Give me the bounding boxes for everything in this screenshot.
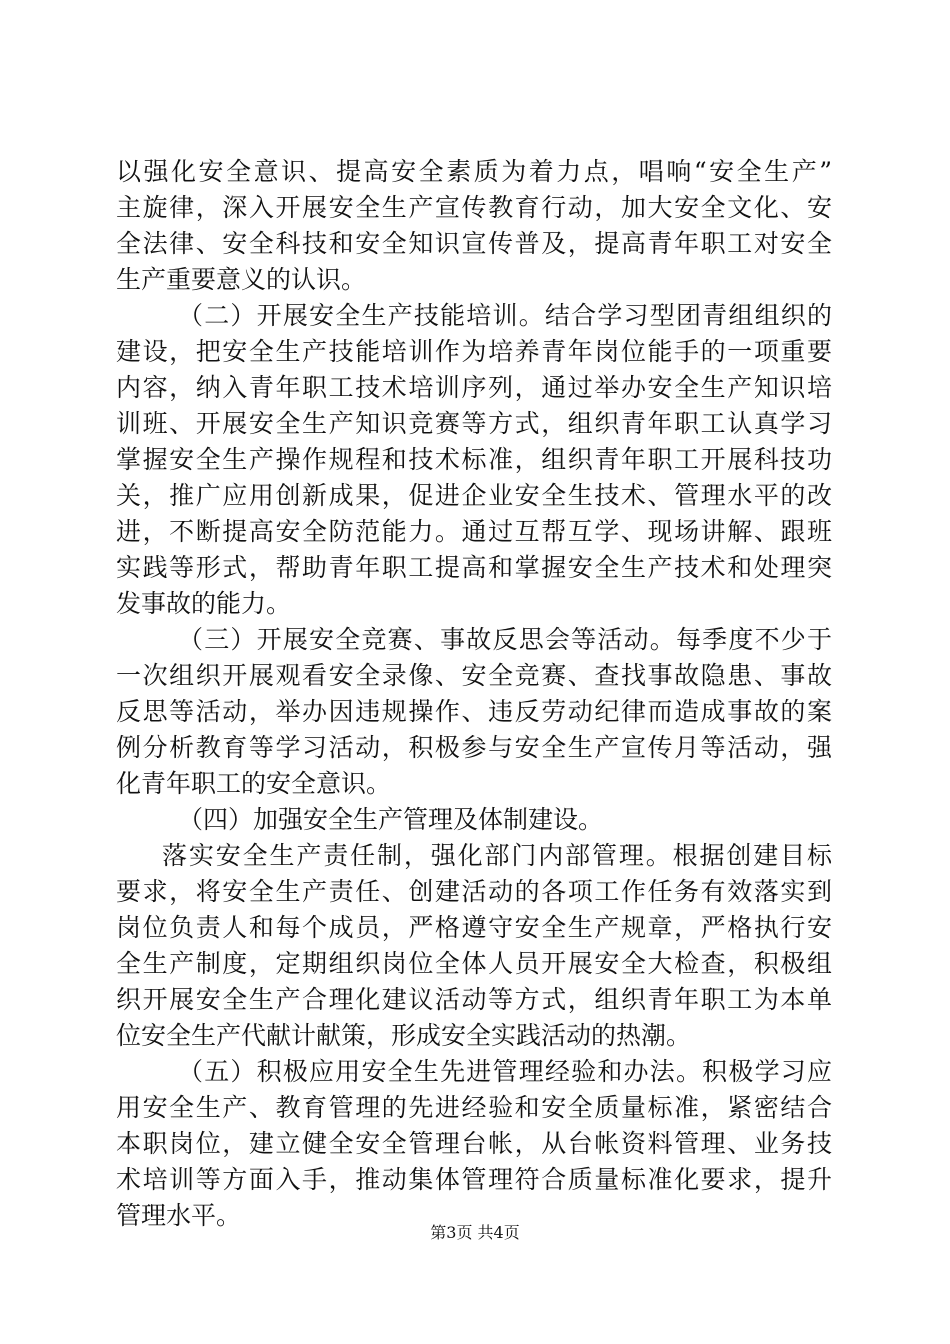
text-line: 掌握安全生产操作规程和技术标准，组织青年职工开展科技功: [116, 445, 832, 474]
text-line: 化青年职工的安全意识。: [116, 769, 392, 798]
text-line: 以强化安全意识、提高安全素质为着力点，唱响“安全生产”: [116, 157, 832, 186]
text-line: 用安全生产、教育管理的先进经验和安全质量标准，紧密结合: [116, 1093, 832, 1122]
text-line: 发事故的能力。: [116, 589, 292, 618]
text-line: 织开展安全生产合理化建议活动等方式，组织青年职工为本单: [116, 985, 832, 1014]
text-line: 术培训等方面入手，推动集体管理符合质量标准化要求，提升: [116, 1165, 832, 1194]
text-line: 反思等活动，举办因违规操作、违反劳动纪律而造成事故的案: [116, 697, 832, 726]
text-line: 位安全生产代献计献策，形成安全实践活动的热潮。: [116, 1021, 692, 1050]
text-line: 生产重要意义的认识。: [116, 265, 367, 294]
section-heading-line: （二）开展安全生产技能培训。结合学习型团青组组织的: [178, 301, 832, 330]
text-line: 落实安全生产责任制，强化部门内部管理。根据创建目标: [162, 841, 832, 870]
text-line: 训班、开展安全生产知识竞赛等方式，组织青年职工认真学习: [116, 409, 832, 438]
section-heading-line: （三）开展安全竞赛、事故反思会等活动。每季度不少于: [178, 625, 832, 654]
text-line: 进，不断提高安全防范能力。通过互帮互学、现场讲解、跟班: [116, 517, 832, 546]
text-line: 岗位负责人和每个成员，严格遵守安全生产规章，严格执行安: [116, 913, 832, 942]
text-line: 全法律、安全科技和安全知识宣传普及，提高青年职工对安全: [116, 229, 832, 258]
text-line: 管理水平。: [116, 1201, 242, 1230]
text-line: 要求，将安全生产责任、创建活动的各项工作任务有效落实到: [116, 877, 832, 906]
page-footer: 第3页 共4页: [430, 1223, 520, 1242]
text-line: 本职岗位，建立健全安全管理台帐，从台帐资料管理、业务技: [116, 1129, 832, 1158]
text-line: 一次组织开展观看安全录像、安全竞赛、查找事故隐患、事故: [116, 661, 832, 690]
text-line: 内容，纳入青年职工技术培训序列，通过举办安全生产知识培: [116, 373, 832, 402]
section-heading-line: （五）积极应用安全生先进管理经验和办法。积极学习应: [178, 1057, 832, 1086]
text-line: 关，推广应用创新成果，促进企业安全生技术、管理水平的改: [116, 481, 832, 510]
text-line: 例分析教育等学习活动，积极参与安全生产宣传月等活动，强: [116, 733, 832, 762]
section-heading-line: （四）加强安全生产管理及体制建设。: [178, 805, 604, 834]
text-line: 实践等形式，帮助青年职工提高和掌握安全生产技术和处理突: [116, 553, 832, 582]
text-line: 建设，把安全生产技能培训作为培养青年岗位能手的一项重要: [116, 337, 832, 366]
text-line: 主旋律，深入开展安全生产宣传教育行动，加大安全文化、安: [116, 193, 832, 222]
text-line: 全生产制度，定期组织岗位全体人员开展安全大检查，积极组: [116, 949, 832, 978]
